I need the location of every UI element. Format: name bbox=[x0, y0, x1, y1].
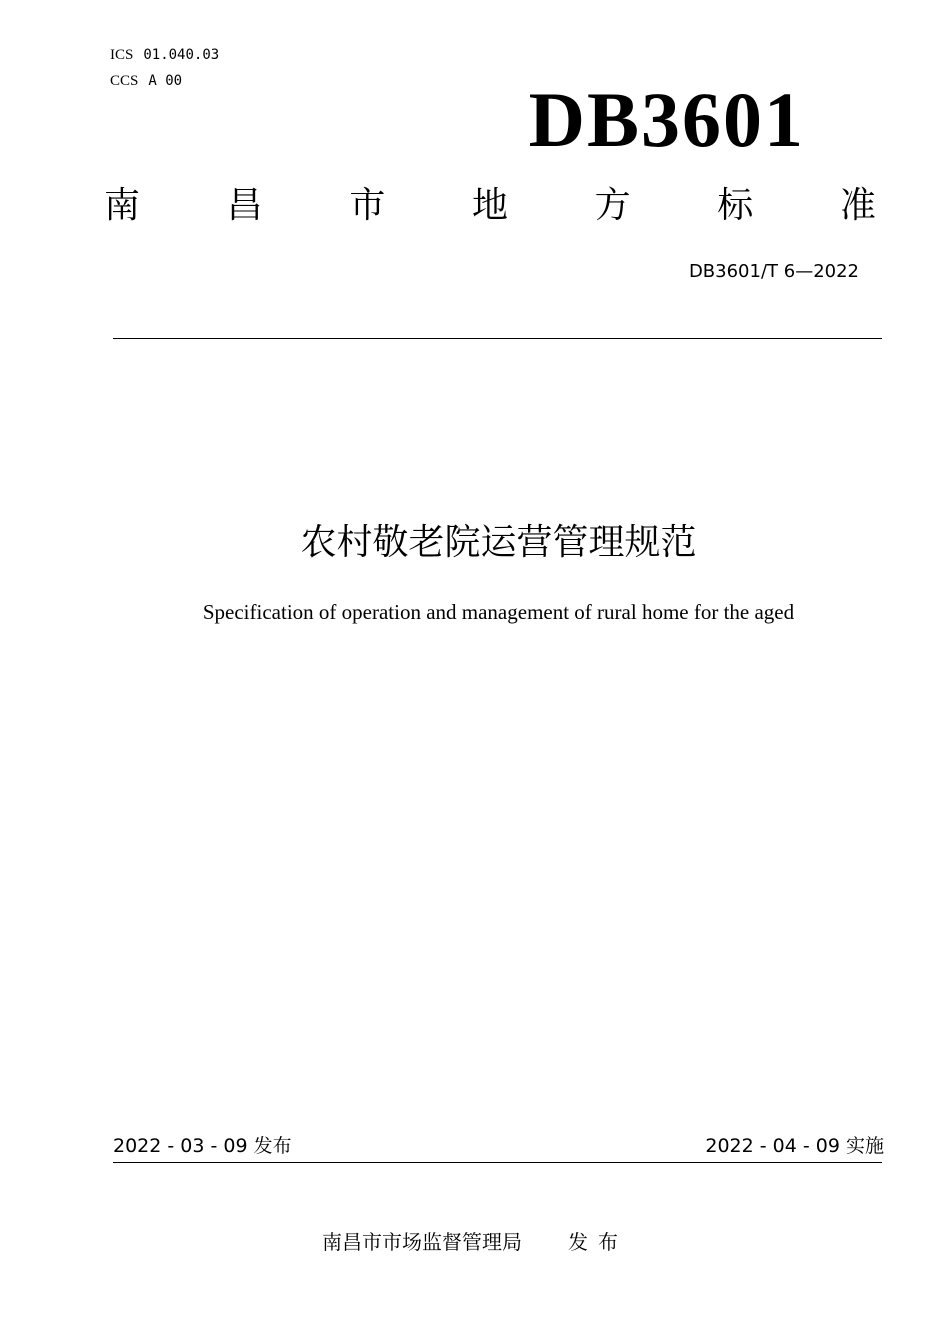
document-title-cn: 农村敬老院运营管理规范 bbox=[300, 522, 697, 563]
top-divider bbox=[113, 338, 882, 339]
publisher-line bbox=[322, 1228, 628, 1256]
standard-type-title bbox=[104, 184, 876, 228]
ccs-label: CCS bbox=[110, 73, 139, 89]
standard-type-char: 昌 bbox=[226, 185, 263, 226]
document-title-en: Specification of operation and management of rural home for the aged bbox=[202, 600, 795, 624]
standard-number: DB3601/T 6—2022 bbox=[688, 261, 859, 282]
standard-type-char: 市 bbox=[349, 185, 386, 226]
standard-type-char: 地 bbox=[471, 185, 508, 226]
ics-value: 01.040.03 bbox=[143, 47, 220, 63]
bottom-divider bbox=[113, 1162, 882, 1163]
standard-type-char: 南 bbox=[104, 185, 141, 226]
issue-date: 2022 - 03 - 09 发布 bbox=[113, 1135, 292, 1157]
implementation-date: 2022 - 04 - 09 实施 bbox=[705, 1135, 884, 1157]
ccs-value: A 00 bbox=[148, 73, 183, 89]
standard-code-logo: DB3601 bbox=[528, 76, 805, 163]
publisher-name: 南昌市市场监督管理局 bbox=[322, 1230, 522, 1254]
standard-type-char: 标 bbox=[717, 185, 754, 226]
standard-type-char: 方 bbox=[594, 185, 631, 226]
ccs-line bbox=[110, 73, 182, 89]
ics-label: ICS bbox=[110, 47, 134, 63]
standard-type-char: 准 bbox=[839, 185, 876, 226]
publisher-action: 发布 bbox=[568, 1230, 628, 1254]
ics-line bbox=[110, 47, 219, 63]
